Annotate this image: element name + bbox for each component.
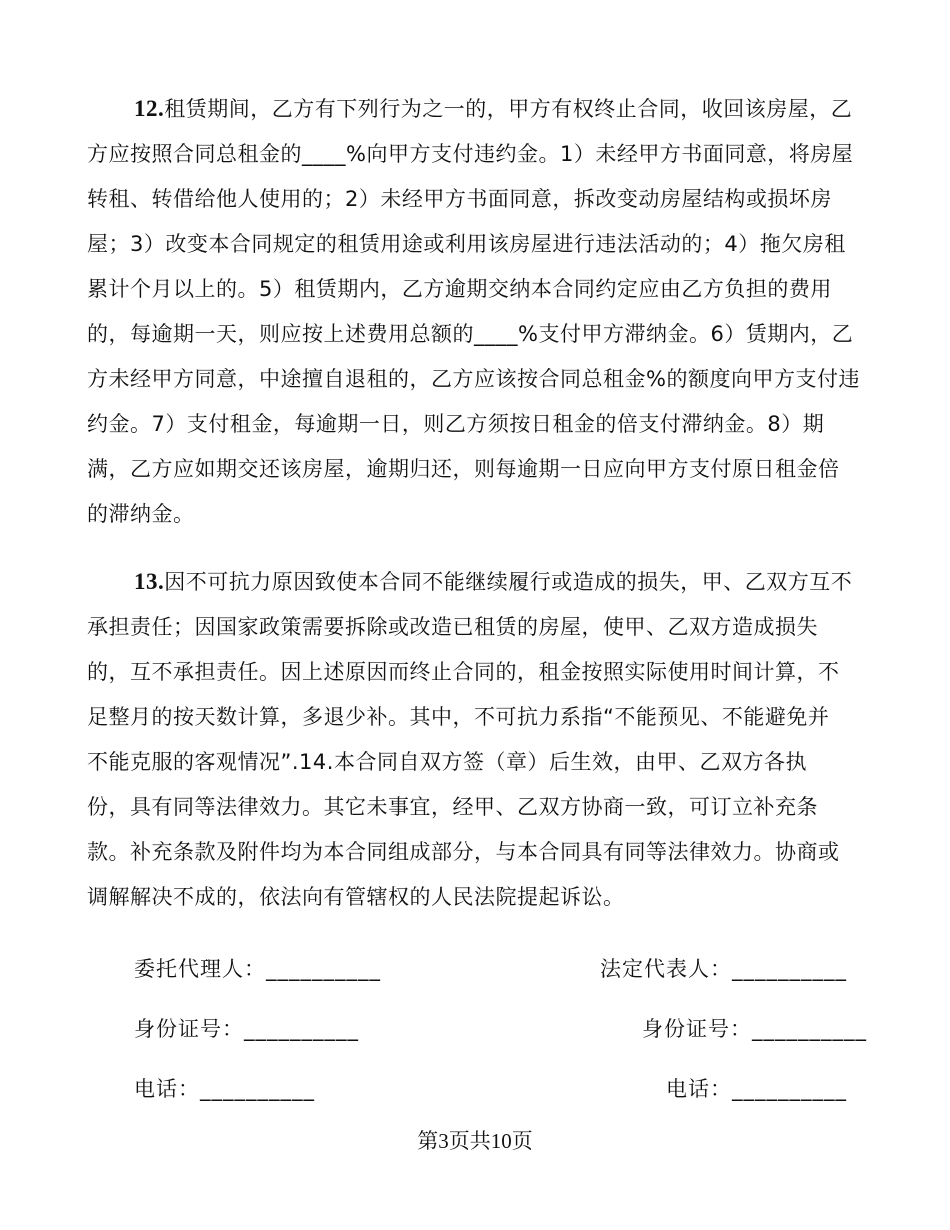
clause-12-line-7: 方未经甲方同意，中途擅自退租的，乙方应该按合同总租金%的额度向甲方支付违	[87, 367, 860, 391]
clause-13-number: 13.	[134, 569, 165, 594]
right-id-field: 身份证号：__________	[642, 1017, 867, 1041]
clause-12-line-1: 12.租赁期间，乙方有下列行为之一的，甲方有权终止合同，收回该房屋，乙	[134, 96, 853, 121]
clause-13-line-4: 足整月的按天数计算，多退少补。其中，不可抗力系指“不能预见、不能避免并	[87, 705, 830, 729]
clause-12-line-5: 累计个月以上的。5）租赁期内，乙方逾期交纳本合同约定应由乙方负担的费用	[87, 277, 832, 301]
clause-12-line-8: 约金。7）支付租金，每逾期一日，则乙方须按日租金的倍支付滞纳金。8）期	[87, 412, 825, 436]
clause-12-line-9: 满，乙方应如期交还该房屋，逾期归还，则每逾期一日应向甲方支付原日租金倍	[87, 457, 840, 481]
legal-rep-field: 法定代表人：__________	[600, 957, 847, 981]
left-id-field: 身份证号：__________	[134, 1017, 359, 1041]
clause-12-line-3: 转租、转借给他人使用的；2）未经甲方书面同意，拆改变动房屋结构或损坏房	[87, 187, 832, 211]
clause-12-line-2: 方应按照合同总租金的____%向甲方支付违约金。1）未经甲方书面同意，将房屋	[87, 142, 854, 166]
clause-13-line-7: 款。补充条款及附件均为本合同组成部分，与本合同具有同等法律效力。协商或	[87, 840, 840, 864]
left-phone-field: 电话：__________	[134, 1077, 315, 1101]
agent-field: 委托代理人：__________	[134, 957, 381, 981]
clause-13-line-8: 调解解决不成的，依法向有管辖权的人民法院提起诉讼。	[87, 885, 625, 909]
clause-12-line-10: 的滞纳金。	[87, 502, 195, 526]
page-number: 第3页共10页	[417, 1129, 533, 1153]
clause-12-line-4: 屋；3）改变本合同规定的租赁用途或利用该房屋进行违法活动的；4）拖欠房租	[87, 232, 846, 256]
right-phone-field: 电话：__________	[666, 1077, 847, 1101]
clause-13-line-2: 承担责任；因国家政策需要拆除或改造已租赁的房屋，使甲、乙双方造成损失	[87, 615, 818, 639]
clause-12-number: 12.	[134, 96, 165, 121]
clause-13-line-6: 份，具有同等法律效力。其它未事宜，经甲、乙双方协商一致，可订立补充条	[87, 795, 818, 819]
clause-13-line-3: 的，互不承担责任。因上述原因而终止合同的，租金按照实际使用时间计算，不	[87, 660, 840, 684]
clause-12-line-6: 的，每逾期一天，则应按上述费用总额的____%支付甲方滞纳金。6）赁期内，乙	[87, 322, 854, 346]
clause-13-line-5: 不能克服的客观情况”.14.本合同自双方签（章）后生效，由甲、乙双方各执	[87, 750, 807, 774]
clause-13-line-1: 13.因不可抗力原因致使本合同不能继续履行或造成的损失，甲、乙双方互不	[134, 569, 853, 594]
